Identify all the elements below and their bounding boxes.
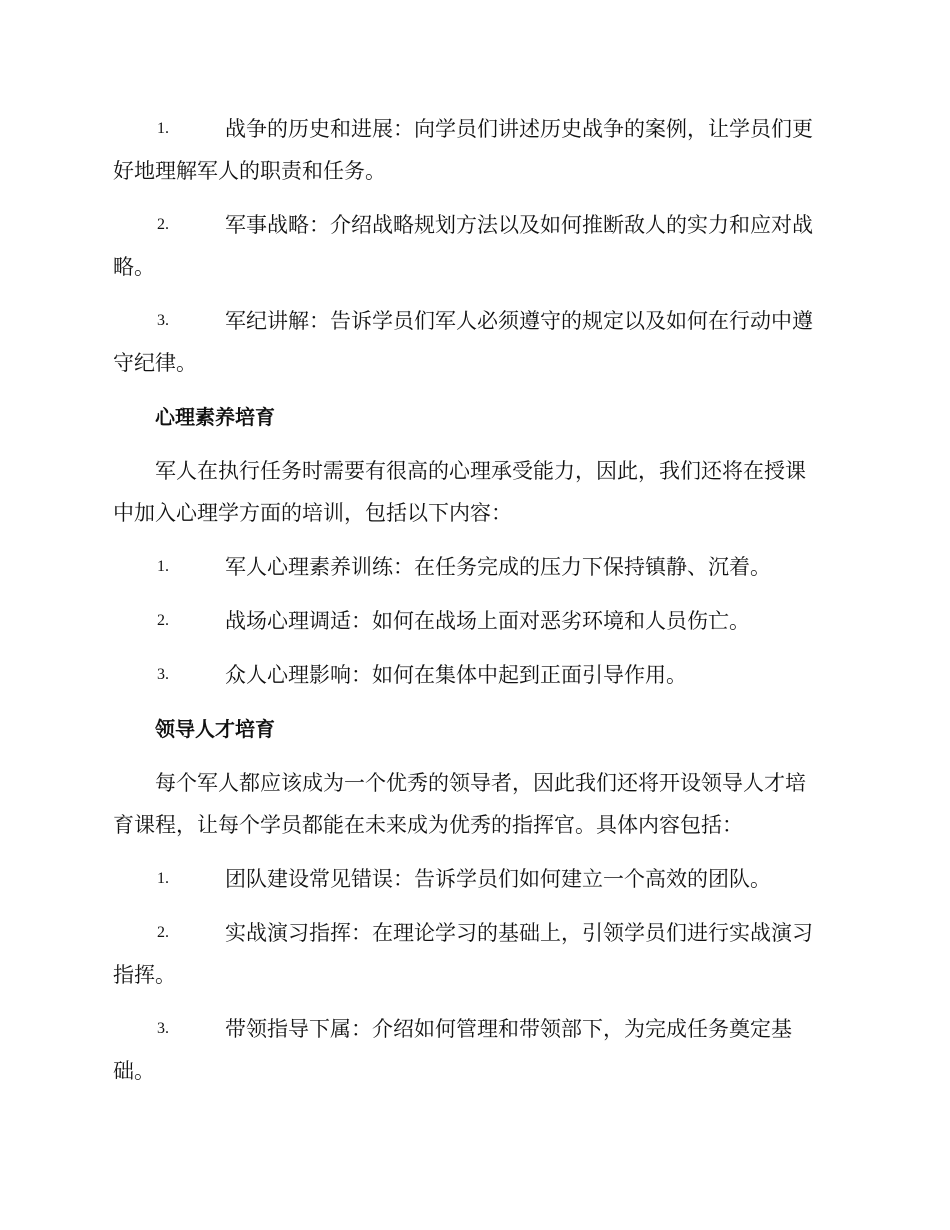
list-number: 1. <box>157 870 169 887</box>
list-text-continued: 指挥。 <box>113 963 176 987</box>
list-text: 战争的历史和进展：向学员们讲述历史战争的案例，让学员们更 <box>225 117 813 141</box>
list-item <box>113 912 833 996</box>
list-text: 团队建设常见错误：告诉学员们如何建立一个高效的团队。 <box>225 867 771 891</box>
list-number: 2. <box>157 924 169 941</box>
list-number: 2. <box>157 216 169 233</box>
list-text: 带领指导下属：介绍如何管理和带领部下，为完成任务奠定基 <box>225 1017 792 1041</box>
list-text: 军纪讲解：告诉学员们军人必须遵守的规定以及如何在行动中遵 <box>225 309 813 333</box>
list-text: 众人心理影响：如何在集体中起到正面引导作用。 <box>225 663 687 687</box>
intro-paragraph <box>113 450 833 534</box>
paragraph-line: 军人在执行任务时需要有很高的心理承受能力，因此，我们还将在授课 <box>155 459 806 483</box>
list-item <box>113 546 833 588</box>
list-text-continued: 守纪律。 <box>113 351 197 375</box>
list-text: 实战演习指挥：在理论学习的基础上，引领学员们进行实战演习 <box>225 921 813 945</box>
list-item <box>113 1008 833 1092</box>
list-number: 1. <box>157 120 169 137</box>
intro-paragraph <box>113 762 833 846</box>
list-item <box>113 600 833 642</box>
list-item <box>113 204 833 288</box>
paragraph-line: 中加入心理学方面的培训，包括以下内容： <box>113 501 512 525</box>
section-heading: 心理素养培育 <box>155 405 275 429</box>
paragraph-line: 每个军人都应该成为一个优秀的领导者，因此我们还将开设领导人才培 <box>155 771 806 795</box>
list-text-continued: 础。 <box>113 1059 155 1083</box>
list-text-continued: 好地理解军人的职责和任务。 <box>113 159 386 183</box>
list-number: 3. <box>157 312 169 329</box>
list-item <box>113 300 833 384</box>
list-text: 军事战略：介绍战略规划方法以及如何推断敌人的实力和应对战 <box>225 213 813 237</box>
list-number: 3. <box>157 1020 169 1037</box>
list-text-continued: 略。 <box>113 255 155 279</box>
section-heading: 领导人才培育 <box>155 717 275 741</box>
list-text: 军人心理素养训练：在任务完成的压力下保持镇静、沉着。 <box>225 555 771 579</box>
list-number: 1. <box>157 558 169 575</box>
list-item <box>113 108 833 192</box>
list-number: 3. <box>157 666 169 683</box>
list-item <box>113 858 833 900</box>
paragraph-line: 育课程，让每个学员都能在未来成为优秀的指挥官。具体内容包括： <box>113 813 743 837</box>
list-number: 2. <box>157 612 169 629</box>
list-item <box>113 654 833 696</box>
list-text: 战场心理调适：如何在战场上面对恶劣环境和人员伤亡。 <box>225 609 750 633</box>
document-content <box>113 108 833 1092</box>
